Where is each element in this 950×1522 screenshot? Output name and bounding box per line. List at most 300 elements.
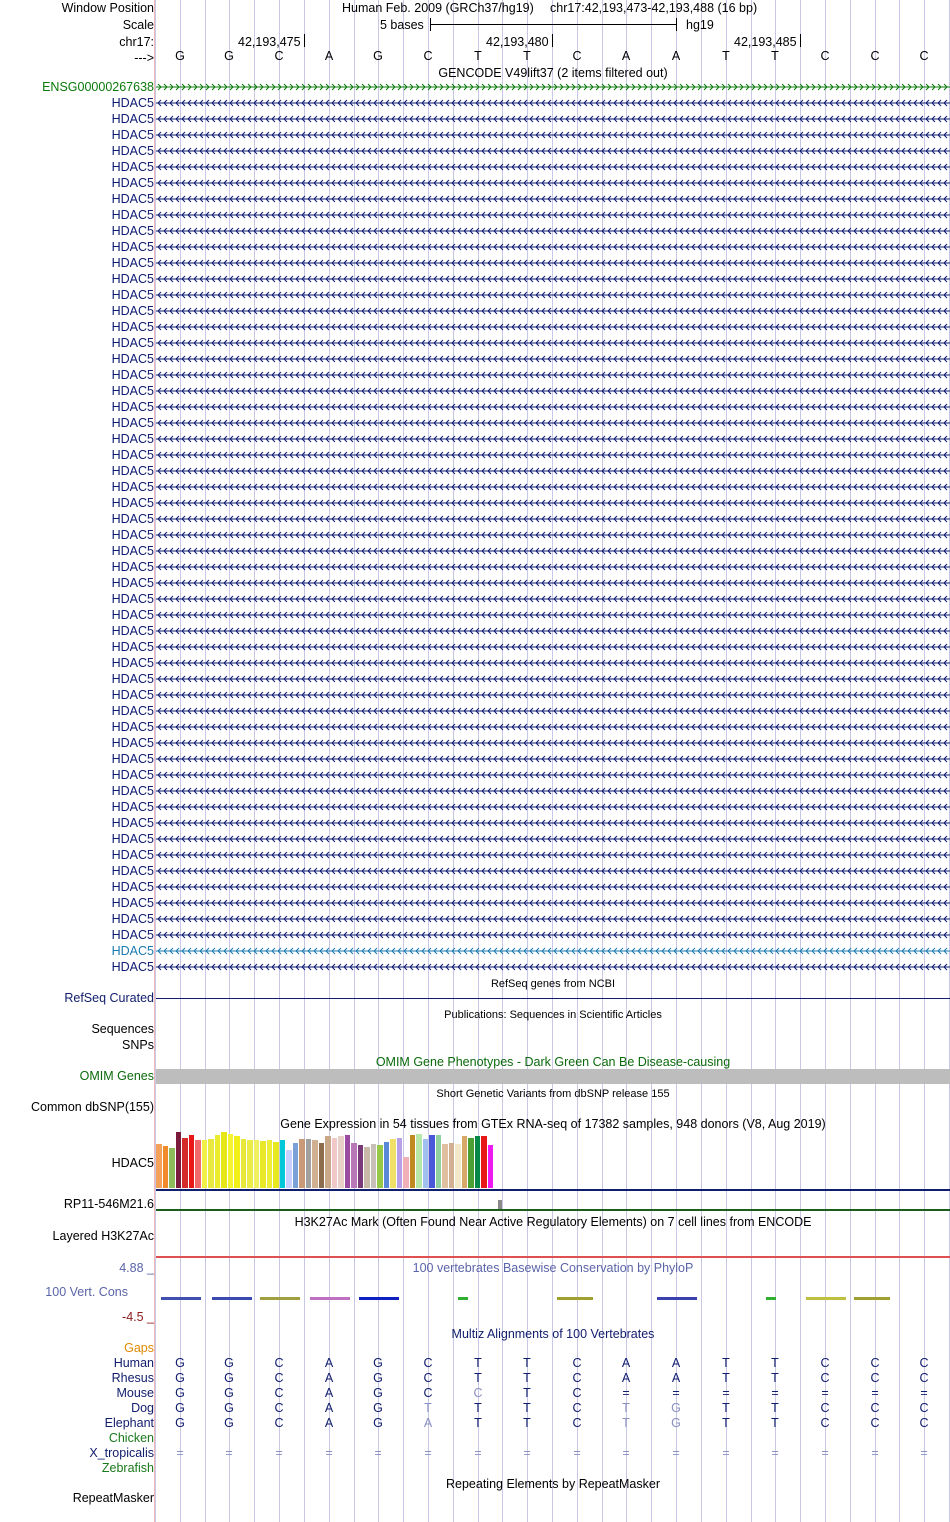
hdac5-transcript-line[interactable] bbox=[156, 800, 950, 814]
hdac5-transcript-line[interactable] bbox=[156, 272, 950, 286]
alignment-base: C bbox=[572, 1386, 582, 1400]
hdac5-transcript-label[interactable]: HDAC5 bbox=[111, 160, 154, 174]
gtex-tissue-bar[interactable] bbox=[345, 1135, 351, 1188]
gtex-tissue-bar[interactable] bbox=[182, 1138, 188, 1188]
gtex-tissue-bar[interactable] bbox=[221, 1132, 227, 1188]
hdac5-transcript-line[interactable] bbox=[156, 320, 950, 334]
gtex-tissue-bar[interactable] bbox=[312, 1140, 318, 1188]
hdac5-transcript-label[interactable]: HDAC5 bbox=[111, 112, 154, 126]
gaps-label: Gaps bbox=[124, 1341, 154, 1355]
hdac5-transcript-line[interactable] bbox=[156, 864, 950, 878]
scale-label: Scale bbox=[122, 18, 154, 32]
alignment-base: = bbox=[622, 1446, 630, 1460]
gtex-tissue-bar[interactable] bbox=[260, 1141, 266, 1188]
hdac5-transcript-label[interactable]: HDAC5 bbox=[111, 240, 154, 254]
alignment-base: A bbox=[621, 1356, 631, 1370]
phylop-mark bbox=[657, 1297, 697, 1300]
hdac5-transcript-line[interactable] bbox=[156, 496, 950, 510]
gtex-tissue-bar[interactable] bbox=[332, 1138, 338, 1188]
hdac5-transcript-line[interactable] bbox=[156, 224, 950, 238]
hdac5-transcript-label[interactable]: HDAC5 bbox=[111, 416, 154, 430]
alignment-base: G bbox=[175, 1356, 185, 1370]
hdac5-transcript-label[interactable]: HDAC5 bbox=[111, 128, 154, 142]
alignment-base: T bbox=[771, 1401, 779, 1415]
hdac5-transcript-line[interactable] bbox=[156, 928, 950, 942]
hdac5-transcript-label[interactable]: HDAC5 bbox=[111, 720, 154, 734]
hdac5-transcript-line[interactable] bbox=[156, 880, 950, 894]
base-letter: T bbox=[523, 49, 531, 63]
alignment-base: C bbox=[870, 1416, 880, 1430]
gtex-tissue-bar[interactable] bbox=[195, 1140, 201, 1188]
hdac5-transcript-label[interactable]: HDAC5 bbox=[111, 752, 154, 766]
hdac5-transcript-label[interactable]: HDAC5 bbox=[111, 864, 154, 878]
phylop-mark bbox=[310, 1297, 350, 1300]
hdac5-transcript-label[interactable]: HDAC5 bbox=[111, 832, 154, 846]
snps-label[interactable]: SNPs bbox=[122, 1038, 154, 1052]
alignment-base: C bbox=[572, 1371, 582, 1385]
gtex-tissue-bar[interactable] bbox=[416, 1134, 422, 1188]
hdac5-transcript-line[interactable] bbox=[156, 464, 950, 478]
hdac5-transcript-line[interactable] bbox=[156, 256, 950, 270]
base-letter: A bbox=[621, 49, 631, 63]
gtex-tissue-bar[interactable] bbox=[442, 1144, 448, 1188]
hdac5-transcript-label[interactable]: HDAC5 bbox=[111, 192, 154, 206]
alignment-base: A bbox=[324, 1401, 334, 1415]
hdac5-transcript-line[interactable] bbox=[156, 336, 950, 350]
hdac5-transcript-label[interactable]: HDAC5 bbox=[111, 480, 154, 494]
phylop-mark bbox=[806, 1297, 846, 1300]
hdac5-transcript-line[interactable] bbox=[156, 912, 950, 926]
base-letter: G bbox=[175, 49, 185, 63]
gtex-tissue-bar[interactable] bbox=[325, 1136, 331, 1188]
coord-tick bbox=[304, 34, 305, 47]
phylop-mark bbox=[359, 1297, 399, 1300]
alignment-base: G bbox=[224, 1416, 234, 1430]
alignment-base: T bbox=[722, 1371, 730, 1385]
alignment-base: = bbox=[722, 1446, 730, 1460]
alignment-base: = bbox=[821, 1446, 829, 1460]
hdac5-transcript-line[interactable] bbox=[156, 560, 950, 574]
hdac5-transcript-label[interactable]: HDAC5 bbox=[111, 336, 154, 350]
species-label[interactable]: Human bbox=[113, 1356, 154, 1370]
alignment-base: T bbox=[474, 1401, 482, 1415]
hdac5-transcript-label[interactable]: HDAC5 bbox=[111, 880, 154, 894]
hdac5-transcript-line[interactable] bbox=[156, 144, 950, 158]
gtex-tissue-bar[interactable] bbox=[169, 1148, 175, 1188]
multiz-track-title: Multiz Alignments of 100 Vertebrates bbox=[451, 1327, 655, 1341]
gtex-tissue-bar[interactable] bbox=[377, 1145, 383, 1188]
hdac5-transcript-line[interactable] bbox=[156, 192, 950, 206]
hdac5-transcript-line[interactable] bbox=[156, 784, 950, 798]
alignment-base: G bbox=[373, 1386, 383, 1400]
ensg-label[interactable]: ENSG00000267638 bbox=[42, 80, 154, 94]
gtex-tissue-bar[interactable] bbox=[351, 1143, 357, 1188]
omim-track-title: OMIM Gene Phenotypes - Dark Green Can Be Disease-causing bbox=[375, 1055, 731, 1069]
phylop-label[interactable]: 100 Vert. Cons bbox=[45, 1285, 128, 1299]
gtex-tissue-bar[interactable] bbox=[455, 1144, 461, 1188]
hdac5-transcript-line[interactable] bbox=[156, 208, 950, 222]
hdac5-transcript-line[interactable] bbox=[156, 672, 950, 686]
hdac5-transcript-label[interactable]: HDAC5 bbox=[111, 96, 154, 110]
h3k27-track-title: H3K27Ac Mark (Often Found Near Active Regulatory Elements) on 7 cell lines from ENCODE bbox=[294, 1215, 812, 1229]
hdac5-transcript-line[interactable] bbox=[156, 832, 950, 846]
hdac5-transcript-label[interactable]: HDAC5 bbox=[111, 512, 154, 526]
gtex-tissue-bar[interactable] bbox=[306, 1139, 312, 1188]
gtex-tissue-bar[interactable] bbox=[488, 1145, 494, 1188]
position-text[interactable]: chr17:42,193,473-42,193,488 (16 bp) bbox=[550, 1, 758, 15]
omim-label[interactable]: OMIM Genes bbox=[79, 1069, 154, 1083]
base-letter: C bbox=[423, 49, 433, 63]
alignment-base: G bbox=[671, 1416, 681, 1430]
species-label[interactable]: Zebrafish bbox=[101, 1461, 154, 1475]
alignment-base: T bbox=[523, 1371, 531, 1385]
gtex-tissue-bar[interactable] bbox=[410, 1135, 416, 1188]
hdac5-transcript-line[interactable] bbox=[156, 432, 950, 446]
gtex-track-title: Gene Expression in 54 tissues from GTEx RNA-seq of 17382 samples, 948 donors (V8, Aug 2019) bbox=[280, 1117, 826, 1131]
hdac5-transcript-label[interactable]: HDAC5 bbox=[111, 448, 154, 462]
phylop-max-label: 4.88 _ bbox=[119, 1261, 154, 1275]
alignment-base: G bbox=[373, 1356, 383, 1370]
gtex-tissue-bar[interactable] bbox=[481, 1136, 487, 1188]
hdac5-transcript-label[interactable]: HDAC5 bbox=[111, 672, 154, 686]
hdac5-transcript-label[interactable]: HDAC5 bbox=[111, 432, 154, 446]
gtex-tissue-bar[interactable] bbox=[338, 1136, 344, 1188]
repeat-label[interactable]: RepeatMasker bbox=[72, 1491, 154, 1505]
window-position-label: Window Position bbox=[61, 1, 154, 15]
alignment-base: A bbox=[324, 1386, 334, 1400]
alignment-base: = bbox=[374, 1446, 382, 1460]
gtex-tissue-bar[interactable] bbox=[156, 1144, 162, 1188]
gtex-tissue-bar[interactable] bbox=[468, 1138, 474, 1188]
hdac5-transcript-line[interactable] bbox=[156, 240, 950, 254]
hdac5-transcript-line[interactable] bbox=[156, 576, 950, 590]
base-letter: C bbox=[572, 49, 582, 63]
alignment-base: T bbox=[474, 1371, 482, 1385]
gtex-tissue-bar[interactable] bbox=[176, 1132, 182, 1188]
hdac5-transcript-line[interactable] bbox=[156, 720, 950, 734]
base-letter: G bbox=[224, 49, 234, 63]
gtex-tissue-bar[interactable] bbox=[371, 1144, 377, 1188]
hdac5-transcript-line[interactable] bbox=[156, 416, 950, 430]
alignment-base: C bbox=[870, 1371, 880, 1385]
alignment-base: G bbox=[224, 1401, 234, 1415]
gtex-tissue-bar[interactable] bbox=[228, 1134, 234, 1188]
alignment-base: = bbox=[523, 1446, 531, 1460]
alignment-base: T bbox=[622, 1416, 630, 1430]
alignment-base: C bbox=[274, 1401, 284, 1415]
hdac5-transcript-line[interactable] bbox=[156, 368, 950, 382]
scale-text: 5 bases bbox=[380, 18, 424, 32]
omim-feature-bar[interactable] bbox=[156, 1069, 950, 1084]
hdac5-transcript-line[interactable] bbox=[156, 448, 950, 462]
coord-tick bbox=[800, 34, 801, 47]
gtex-label[interactable]: HDAC5 bbox=[111, 1156, 154, 1170]
hdac5-transcript-line[interactable] bbox=[156, 112, 950, 126]
alignment-base: C bbox=[423, 1386, 433, 1400]
chrom-label: chr17: bbox=[119, 35, 154, 49]
hdac5-transcript-line[interactable] bbox=[156, 816, 950, 830]
hdac5-transcript-line[interactable] bbox=[156, 160, 950, 174]
db-text: hg19 bbox=[686, 18, 714, 32]
gtex-tissue-bar[interactable] bbox=[280, 1140, 286, 1188]
hdac5-transcript-label[interactable]: HDAC5 bbox=[111, 592, 154, 606]
alignment-base: = bbox=[771, 1446, 779, 1460]
refseq-gene-line[interactable] bbox=[156, 998, 950, 999]
hdac5-transcript-line[interactable] bbox=[156, 752, 950, 766]
hdac5-transcript-line[interactable] bbox=[156, 96, 950, 110]
alignment-base: = bbox=[871, 1386, 879, 1400]
gtex-tissue-bar[interactable] bbox=[286, 1150, 292, 1188]
species-label[interactable]: Mouse bbox=[116, 1386, 154, 1400]
hdac5-transcript-label[interactable]: HDAC5 bbox=[111, 352, 154, 366]
hdac5-transcript-line[interactable] bbox=[156, 304, 950, 318]
hdac5-transcript-label[interactable]: HDAC5 bbox=[111, 688, 154, 702]
hdac5-transcript-label[interactable]: HDAC5 bbox=[111, 176, 154, 190]
alignment-base: T bbox=[771, 1356, 779, 1370]
species-label[interactable]: Chicken bbox=[108, 1431, 154, 1445]
alignment-base: C bbox=[423, 1356, 433, 1370]
alignment-base: C bbox=[572, 1401, 582, 1415]
hdac5-transcript-label[interactable]: HDAC5 bbox=[111, 208, 154, 222]
hdac5-transcript-label[interactable]: HDAC5 bbox=[111, 272, 154, 286]
label-separator bbox=[154, 0, 155, 1522]
hdac5-transcript-line[interactable] bbox=[156, 768, 950, 782]
hdac5-transcript-label[interactable]: HDAC5 bbox=[111, 464, 154, 478]
phylop-track-title: 100 vertebrates Basewise Conservation by PhyloP bbox=[412, 1261, 694, 1275]
hdac5-transcript-label[interactable]: HDAC5 bbox=[111, 784, 154, 798]
alignment-base: T bbox=[722, 1401, 730, 1415]
alignment-base: A bbox=[324, 1416, 334, 1430]
species-label[interactable]: Rhesus bbox=[111, 1371, 154, 1385]
hdac5-transcript-line[interactable] bbox=[156, 528, 950, 542]
gtex-tissue-bar[interactable] bbox=[163, 1146, 169, 1188]
base-letter: G bbox=[373, 49, 383, 63]
hdac5-transcript-line[interactable] bbox=[156, 608, 950, 622]
hdac5-transcript-line[interactable] bbox=[156, 592, 950, 606]
alignment-base: T bbox=[523, 1401, 531, 1415]
hdac5-transcript-line[interactable] bbox=[156, 384, 950, 398]
repeat-track-title: Repeating Elements by RepeatMasker bbox=[445, 1477, 660, 1491]
base-letter: T bbox=[771, 49, 779, 63]
gtex-tissue-bar[interactable] bbox=[390, 1139, 396, 1188]
phylop-mark bbox=[161, 1297, 201, 1300]
hdac5-transcript-label[interactable]: HDAC5 bbox=[111, 256, 154, 270]
gtex-tissue-bar[interactable] bbox=[267, 1140, 273, 1188]
hdac5-transcript-label[interactable]: HDAC5 bbox=[111, 320, 154, 334]
hdac5-transcript-line[interactable] bbox=[156, 544, 950, 558]
alignment-base: C bbox=[820, 1356, 830, 1370]
pubs-track-title: Publications: Sequences in Scientific Articles bbox=[444, 1009, 662, 1021]
hdac5-transcript-label[interactable]: HDAC5 bbox=[111, 368, 154, 382]
pubs-label[interactable]: Sequences bbox=[91, 1022, 154, 1036]
alignment-base: T bbox=[474, 1416, 482, 1430]
base-letter: C bbox=[274, 49, 284, 63]
hdac5-transcript-line[interactable] bbox=[156, 176, 950, 190]
alignment-base: = bbox=[920, 1386, 928, 1400]
alignment-base: C bbox=[274, 1356, 284, 1370]
alignment-base: G bbox=[224, 1386, 234, 1400]
gtex-tissue-bar[interactable] bbox=[254, 1140, 260, 1188]
alignment-base: C bbox=[572, 1416, 582, 1430]
phylop-mark bbox=[260, 1297, 300, 1300]
hdac5-transcript-line[interactable] bbox=[156, 960, 950, 974]
hdac5-transcript-line[interactable] bbox=[156, 736, 950, 750]
hdac5-transcript-label[interactable]: HDAC5 bbox=[111, 896, 154, 910]
gtex-tissue-bar[interactable] bbox=[247, 1140, 253, 1188]
base-letter: T bbox=[722, 49, 730, 63]
hdac5-transcript-label[interactable]: HDAC5 bbox=[111, 400, 154, 414]
gtex-tissue-bar[interactable] bbox=[299, 1139, 305, 1188]
alignment-base: C bbox=[919, 1416, 929, 1430]
hdac5-transcript-label[interactable]: HDAC5 bbox=[111, 736, 154, 750]
alignment-base: T bbox=[424, 1401, 432, 1415]
gtex-tissue-bar[interactable] bbox=[241, 1139, 247, 1188]
hdac5-transcript-label[interactable]: HDAC5 bbox=[111, 704, 154, 718]
alignment-base: T bbox=[523, 1416, 531, 1430]
hdac5-transcript-label[interactable]: HDAC5 bbox=[111, 656, 154, 670]
coord-label: 42,193,475 bbox=[238, 35, 301, 49]
strand-label: ---> bbox=[134, 51, 154, 65]
hdac5-transcript-line[interactable] bbox=[156, 704, 950, 718]
hdac5-transcript-label[interactable]: HDAC5 bbox=[111, 144, 154, 158]
coord-label: 42,193,485 bbox=[734, 35, 797, 49]
hdac5-transcript-line[interactable] bbox=[156, 656, 950, 670]
gtex-tissue-bar[interactable] bbox=[202, 1140, 208, 1188]
hdac5-transcript-label[interactable]: HDAC5 bbox=[111, 224, 154, 238]
gtex-tissue-bar[interactable] bbox=[449, 1143, 455, 1188]
alignment-base: G bbox=[671, 1401, 681, 1415]
hdac5-transcript-label[interactable]: HDAC5 bbox=[111, 528, 154, 542]
gtex-tissue-bar[interactable] bbox=[189, 1135, 195, 1188]
gtex-label-2[interactable]: RP11-546M21.6 bbox=[63, 1197, 154, 1211]
alignment-base: T bbox=[474, 1356, 482, 1370]
hdac5-transcript-line[interactable] bbox=[156, 944, 950, 958]
alignment-base: T bbox=[722, 1416, 730, 1430]
alignment-base: C bbox=[820, 1416, 830, 1430]
h3k27-label[interactable]: Layered H3K27Ac bbox=[52, 1229, 154, 1243]
alignment-base: G bbox=[175, 1386, 185, 1400]
hdac5-transcript-label[interactable]: HDAC5 bbox=[111, 608, 154, 622]
alignment-base: T bbox=[622, 1401, 630, 1415]
hdac5-transcript-line[interactable] bbox=[156, 848, 950, 862]
ensg-gene-line[interactable] bbox=[156, 80, 950, 94]
hdac5-transcript-label[interactable]: HDAC5 bbox=[111, 960, 154, 974]
hdac5-transcript-line[interactable] bbox=[156, 640, 950, 654]
phylop-mark bbox=[766, 1297, 776, 1300]
alignment-base: G bbox=[224, 1356, 234, 1370]
scale-bar-right-tick bbox=[676, 18, 677, 31]
gtex-tissue-bar[interactable] bbox=[397, 1138, 403, 1188]
hdac5-transcript-label[interactable]: HDAC5 bbox=[111, 848, 154, 862]
alignment-base: = bbox=[821, 1386, 829, 1400]
alignment-base: A bbox=[324, 1356, 334, 1370]
hdac5-transcript-line[interactable] bbox=[156, 480, 950, 494]
gtex-tissue-bar[interactable] bbox=[384, 1142, 390, 1188]
species-label[interactable]: Elephant bbox=[104, 1416, 154, 1430]
hdac5-transcript-label[interactable]: HDAC5 bbox=[111, 800, 154, 814]
gtex-tissue-bar[interactable] bbox=[403, 1157, 409, 1188]
alignment-base: A bbox=[423, 1416, 433, 1430]
alignment-base: = bbox=[275, 1446, 283, 1460]
gtex-tissue-bar[interactable] bbox=[436, 1135, 442, 1188]
alignment-base: = bbox=[474, 1446, 482, 1460]
gtex-tissue-bar[interactable] bbox=[273, 1142, 279, 1188]
base-letter: C bbox=[919, 49, 929, 63]
hdac5-transcript-label[interactable]: HDAC5 bbox=[111, 576, 154, 590]
gtex-tissue-bar[interactable] bbox=[358, 1145, 364, 1188]
gtex-tissue-bar[interactable] bbox=[319, 1143, 325, 1188]
gtex-tissue-bar[interactable] bbox=[208, 1139, 214, 1188]
hdac5-transcript-label[interactable]: HDAC5 bbox=[111, 624, 154, 638]
gtex-tissue-bar[interactable] bbox=[475, 1136, 481, 1188]
alignment-base: G bbox=[373, 1416, 383, 1430]
hdac5-transcript-label[interactable]: HDAC5 bbox=[111, 912, 154, 926]
hdac5-transcript-line[interactable] bbox=[156, 400, 950, 414]
hdac5-transcript-line[interactable] bbox=[156, 288, 950, 302]
hdac5-transcript-line[interactable] bbox=[156, 896, 950, 910]
species-label[interactable]: X_tropicalis bbox=[89, 1446, 154, 1460]
hdac5-transcript-label[interactable]: HDAC5 bbox=[111, 768, 154, 782]
alignment-base: G bbox=[373, 1371, 383, 1385]
hdac5-transcript-label[interactable]: HDAC5 bbox=[111, 496, 154, 510]
alignment-base: = bbox=[424, 1446, 432, 1460]
gtex-tissue-bar[interactable] bbox=[234, 1136, 240, 1188]
gtex-tissue-bar[interactable] bbox=[293, 1143, 299, 1188]
hdac5-transcript-line[interactable] bbox=[156, 128, 950, 142]
hdac5-transcript-label[interactable]: HDAC5 bbox=[111, 816, 154, 830]
dbsnp-label[interactable]: Common dbSNP(155) bbox=[31, 1100, 154, 1114]
alignment-base: C bbox=[919, 1371, 929, 1385]
species-label[interactable]: Dog bbox=[131, 1401, 154, 1415]
hdac5-transcript-label[interactable]: HDAC5 bbox=[111, 288, 154, 302]
refseq-track-title: RefSeq genes from NCBI bbox=[490, 978, 616, 990]
gtex-tissue-bar[interactable] bbox=[429, 1135, 435, 1188]
phylop-signal[interactable] bbox=[156, 1288, 950, 1308]
assembly-text[interactable]: Human Feb. 2009 (GRCh37/hg19) bbox=[342, 1, 534, 15]
hdac5-transcript-label[interactable]: HDAC5 bbox=[111, 640, 154, 654]
h3k27-signal-line[interactable] bbox=[156, 1256, 950, 1258]
hdac5-transcript-label[interactable]: HDAC5 bbox=[111, 928, 154, 942]
base-letter: T bbox=[474, 49, 482, 63]
alignment-base: = bbox=[573, 1446, 581, 1460]
phylop-mark bbox=[854, 1297, 890, 1300]
hdac5-transcript-line[interactable] bbox=[156, 624, 950, 638]
hdac5-transcript-label[interactable]: HDAC5 bbox=[111, 944, 154, 958]
hdac5-transcript-label[interactable]: HDAC5 bbox=[111, 304, 154, 318]
gtex-hdac5-gene-line[interactable] bbox=[156, 1189, 950, 1191]
gtex-tissue-bar[interactable] bbox=[423, 1139, 429, 1188]
alignment-base: A bbox=[621, 1371, 631, 1385]
hdac5-transcript-label[interactable]: HDAC5 bbox=[111, 544, 154, 558]
gtex-tissue-bar[interactable] bbox=[215, 1135, 221, 1188]
alignment-base: = bbox=[622, 1386, 630, 1400]
alignment-base: A bbox=[324, 1371, 334, 1385]
alignment-base: C bbox=[274, 1386, 284, 1400]
alignment-base: = bbox=[672, 1386, 680, 1400]
scale-bar bbox=[430, 24, 677, 25]
alignment-base: = bbox=[722, 1386, 730, 1400]
hdac5-transcript-label[interactable]: HDAC5 bbox=[111, 560, 154, 574]
alignment-base: C bbox=[870, 1356, 880, 1370]
hdac5-transcript-line[interactable] bbox=[156, 352, 950, 366]
hdac5-transcript-label[interactable]: HDAC5 bbox=[111, 384, 154, 398]
refseq-label[interactable]: RefSeq Curated bbox=[64, 991, 154, 1005]
gtex-rp11-gene-line[interactable] bbox=[156, 1209, 950, 1211]
hdac5-transcript-line[interactable] bbox=[156, 688, 950, 702]
hdac5-transcript-line[interactable] bbox=[156, 512, 950, 526]
gtex-tissue-bar[interactable] bbox=[364, 1147, 370, 1188]
gtex-tissue-bar[interactable] bbox=[462, 1136, 468, 1188]
